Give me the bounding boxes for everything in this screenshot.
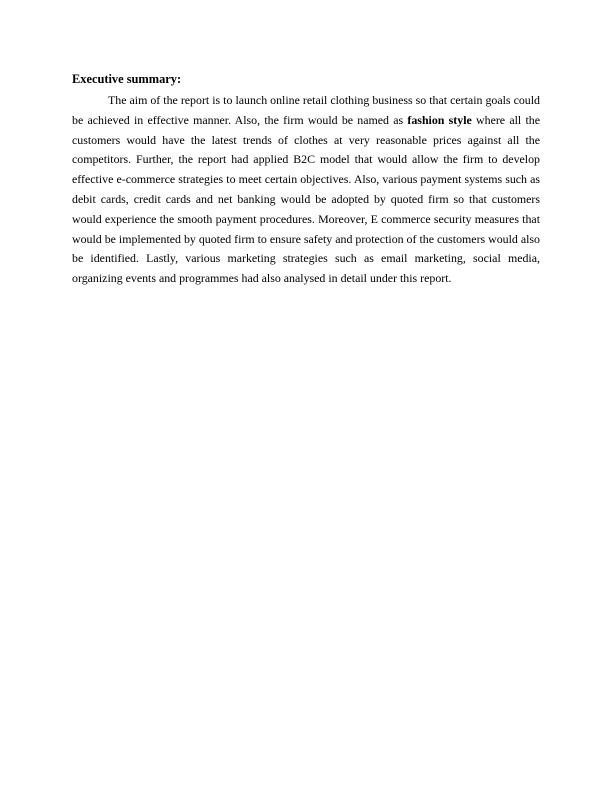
- summary-paragraph: [72, 91, 540, 289]
- firm-name-bold: fashion style: [407, 112, 472, 127]
- section-heading: Executive summary:: [72, 72, 182, 86]
- paragraph-text-after-bold: where all the customers would have the latest trends of clothes at very reasonable prices against all the competitors. Further, the report had applied B2C model that would allow the firm to develop effective e-commerce strategies to meet certain objectives. Also, various payment systems such as debit cards, credit cards and net banking would be adopted by quoted firm so that customers would experience the smooth payment procedures. Moreover, E commerce security measures that would be implemented by quoted firm to ensure safety and protection of the customers would also be identified. Lastly, various marketing strategies such as email marketing, social media, organizing events and programmes had also analysed in detail under this report.: [72, 112, 540, 286]
- paragraph-text-before-bold: The aim of the report is to launch online retail clothing business so that certain goals could be achieved in effective manner. Also, the firm would be named as: [72, 93, 540, 127]
